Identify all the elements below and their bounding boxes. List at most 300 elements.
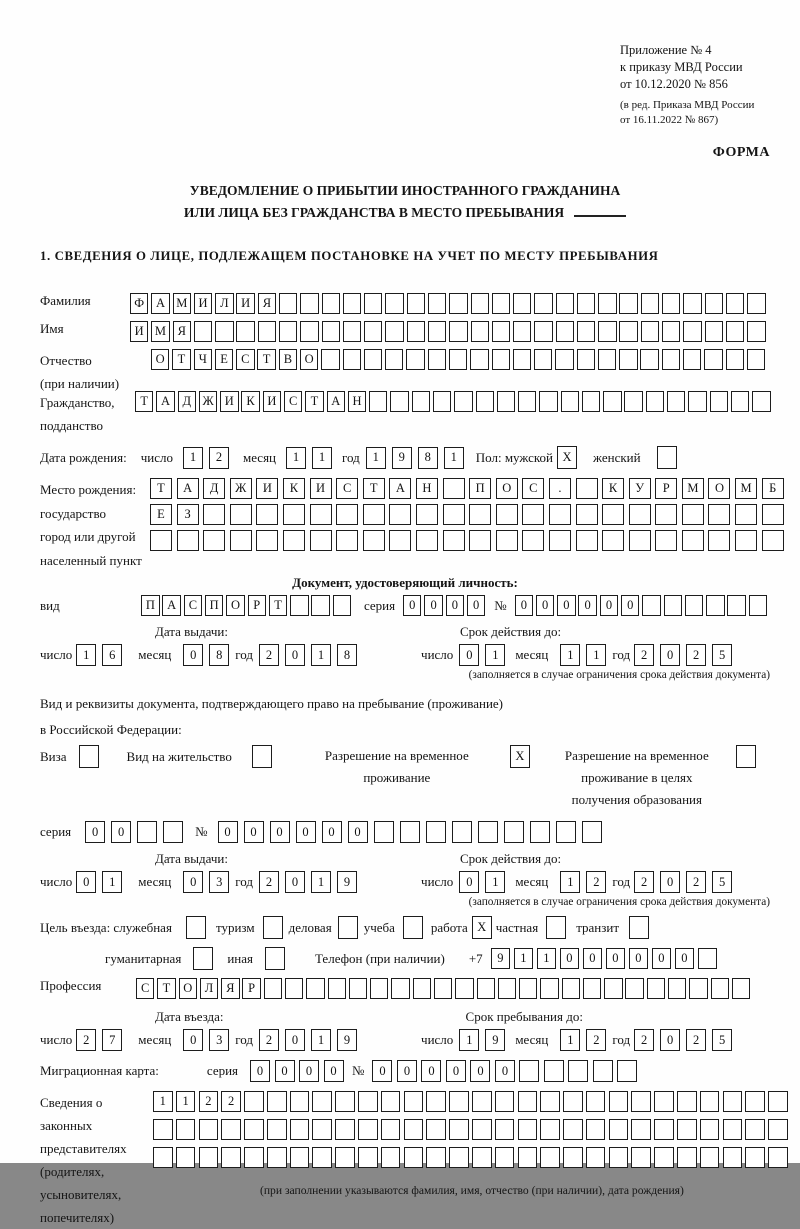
char-box: [562, 978, 580, 999]
char-box: А: [389, 478, 411, 499]
char-box: [381, 1119, 401, 1140]
permit-series-row: [40, 821, 770, 843]
char-box: [374, 821, 394, 843]
char-box: [358, 1147, 378, 1168]
char-box: [454, 391, 472, 412]
representatives-row3-boxes: [153, 1147, 791, 1168]
permit-issue-date-label: Дата выдачи:: [155, 851, 229, 866]
char-box: [698, 948, 718, 969]
char-box: Ф: [130, 293, 148, 314]
char-box: [609, 1147, 629, 1168]
char-box: [556, 293, 574, 314]
char-box: 0: [183, 871, 203, 893]
birth-day-boxes: [183, 447, 235, 469]
purpose-official-checkbox: [186, 916, 206, 939]
char-box: [252, 745, 272, 768]
permit-issue-day-boxes: [76, 871, 128, 893]
entry-year-label: год: [235, 1032, 254, 1047]
char-box: [685, 595, 703, 616]
char-box: О: [179, 978, 197, 999]
char-box: 0: [660, 644, 680, 666]
char-box: [199, 1119, 219, 1140]
char-box: И: [263, 391, 281, 412]
char-box: [762, 504, 784, 525]
char-box: [768, 1119, 788, 1140]
char-box: 0: [470, 1060, 490, 1082]
birthplace-label-line3: город или другой: [40, 529, 136, 544]
char-box: 9: [337, 1029, 357, 1051]
purpose-business-label: деловая: [288, 919, 332, 935]
surname-label: Фамилия: [40, 293, 91, 308]
char-box: [363, 530, 385, 551]
phone-prefix: +7: [468, 950, 483, 966]
char-box: 9: [485, 1029, 505, 1051]
char-box: [586, 1091, 606, 1112]
purpose-work-checkbox: [472, 916, 492, 939]
representatives-label-block: [40, 1091, 153, 1229]
char-box: Р: [655, 478, 677, 499]
form-title-line2: [40, 202, 770, 224]
char-box: 0: [250, 1060, 270, 1082]
birthplace-label-block: [40, 478, 150, 572]
char-box: [530, 821, 550, 843]
char-box: X: [510, 745, 530, 768]
char-box: [708, 504, 730, 525]
permit-issue-year-label: год: [235, 874, 254, 889]
entry-month-boxes: [183, 1029, 235, 1051]
char-box: [478, 821, 498, 843]
char-box: [598, 293, 616, 314]
char-box: [406, 349, 424, 370]
char-box: Д: [203, 478, 225, 499]
permit-expiry-year-label: год: [612, 874, 631, 889]
char-box: [455, 978, 473, 999]
identity-doc-header: Документ, удостоверяющий личность:: [292, 575, 518, 590]
char-box: [321, 349, 339, 370]
char-box: [449, 349, 467, 370]
char-box: 2: [209, 447, 229, 469]
doc-issue-year-label: год: [235, 647, 254, 662]
doc-issue-date-label: Дата выдачи:: [155, 624, 229, 639]
citizenship-boxes: [135, 391, 773, 412]
purpose-other-label: иная: [227, 950, 253, 966]
char-box: 0: [446, 1060, 466, 1082]
char-box: Т: [363, 478, 385, 499]
char-box: 2: [259, 1029, 279, 1051]
char-box: 2: [686, 1029, 706, 1051]
char-box: 1: [366, 447, 386, 469]
char-box: 2: [259, 871, 279, 893]
char-box: [449, 1119, 469, 1140]
char-box: [230, 504, 252, 525]
char-box: 9: [491, 948, 511, 969]
char-box: [283, 504, 305, 525]
char-box: [577, 349, 595, 370]
char-box: [449, 293, 467, 314]
char-box: [492, 349, 510, 370]
permit-number-label: №: [195, 824, 208, 839]
birth-date-label: Дата рождения:: [40, 449, 127, 465]
char-box: [290, 595, 308, 616]
birth-month-boxes: [286, 447, 338, 469]
char-box: [312, 1119, 332, 1140]
representatives-label-line6: попечителях): [40, 1210, 115, 1225]
char-box: С: [184, 595, 202, 616]
char-box: [389, 504, 411, 525]
char-box: С: [236, 349, 254, 370]
entry-day-boxes: [76, 1029, 128, 1051]
doc-series-boxes: [403, 595, 488, 616]
char-box: [426, 1147, 446, 1168]
char-box: [655, 504, 677, 525]
char-box: И: [220, 391, 238, 412]
permit-expiry-month-boxes: [560, 871, 612, 893]
char-box: [472, 1147, 492, 1168]
char-box: [711, 978, 729, 999]
char-box: Т: [135, 391, 153, 412]
char-box: [416, 530, 438, 551]
char-box: [328, 978, 346, 999]
char-box: А: [156, 391, 174, 412]
forma-label: ФОРМА: [712, 145, 770, 160]
char-box: И: [310, 478, 332, 499]
char-box: [322, 321, 340, 342]
char-box: [285, 978, 303, 999]
char-box: [492, 293, 510, 314]
char-box: [563, 1147, 583, 1168]
char-box: [335, 1119, 355, 1140]
char-box: 0: [560, 948, 580, 969]
char-box: [496, 504, 518, 525]
visa-checkbox: [79, 745, 99, 768]
char-box: [745, 1147, 765, 1168]
citizenship-row: [40, 391, 770, 437]
doc-dates-row: [40, 644, 770, 666]
temp-residence-edu-label: [546, 745, 728, 811]
birthplace-label-line4: населенный пункт: [40, 552, 142, 568]
char-box: [641, 321, 659, 342]
char-box: 2: [634, 871, 654, 893]
char-box: [710, 391, 728, 412]
char-box: [469, 530, 491, 551]
doc-expiry-day-label: число: [421, 647, 454, 662]
purpose-tourism-checkbox: [263, 916, 283, 939]
char-box: [747, 321, 765, 342]
doc-series-label: серия: [363, 597, 396, 613]
stay-doc-type-row: [40, 745, 770, 811]
char-box: [426, 1091, 446, 1112]
char-box: [177, 530, 199, 551]
char-box: 0: [629, 948, 649, 969]
birthplace-row1-boxes: [150, 478, 788, 499]
char-box: К: [602, 478, 624, 499]
doc-type-boxes: [141, 595, 354, 616]
birth-year-boxes: [366, 447, 470, 469]
char-box: М: [173, 293, 191, 314]
doc-valid-until-label: Срок действия до:: [460, 624, 562, 639]
char-box: [230, 530, 252, 551]
char-box: К: [283, 478, 305, 499]
doc-expiry-month-boxes: [560, 644, 612, 666]
purpose-humanitarian-label: гуманитарная: [105, 950, 182, 966]
char-box: [79, 745, 99, 768]
entry-dates-labels: [40, 1009, 770, 1025]
representatives-row2-boxes: [153, 1119, 791, 1140]
char-box: 0: [183, 1029, 203, 1051]
char-box: [194, 321, 212, 342]
char-box: [404, 1119, 424, 1140]
char-box: [449, 1147, 469, 1168]
char-box: [413, 978, 431, 999]
entry-purpose-row: [40, 916, 770, 939]
doc-issue-day-boxes: [76, 644, 128, 666]
entry-date-label: Дата въезда:: [155, 1009, 224, 1024]
char-box: [556, 321, 574, 342]
purpose-business-checkbox: [338, 916, 358, 939]
char-box: 5: [712, 644, 732, 666]
char-box: О: [496, 478, 518, 499]
char-box: [631, 1147, 651, 1168]
char-box: [631, 1119, 651, 1140]
char-box: [358, 1091, 378, 1112]
char-box: 0: [621, 595, 639, 616]
char-box: 0: [557, 595, 575, 616]
char-box: [576, 504, 598, 525]
temp-residence-line2: проживание: [363, 770, 431, 785]
char-box: [449, 1091, 469, 1112]
char-box: [563, 1091, 583, 1112]
char-box: 2: [686, 871, 706, 893]
doc-number-label: №: [494, 597, 507, 613]
char-box: 2: [76, 1029, 96, 1051]
char-box: X: [472, 916, 492, 939]
char-box: И: [256, 478, 278, 499]
char-box: [476, 391, 494, 412]
char-box: [549, 504, 571, 525]
char-box: Т: [157, 978, 175, 999]
char-box: 0: [244, 821, 264, 843]
char-box: [176, 1147, 196, 1168]
char-box: 1: [560, 1029, 580, 1051]
birthplace-block: [40, 478, 777, 572]
char-box: 1: [102, 871, 122, 893]
char-box: [322, 293, 340, 314]
char-box: [540, 1119, 560, 1140]
char-box: [629, 530, 651, 551]
char-box: [153, 1119, 173, 1140]
char-box: [582, 821, 602, 843]
char-box: 0: [403, 595, 421, 616]
char-box: [495, 1091, 515, 1112]
section1-title: 1. СВЕДЕНИЯ О ЛИЦЕ, ПОДЛЕЖАЩЕМ ПОСТАНОВКЕ НА УЧЕТ ПО МЕСТУ ПРЕБЫВАНИЯ: [40, 249, 659, 263]
representatives-row1-boxes: [153, 1091, 791, 1112]
char-box: [390, 391, 408, 412]
char-box: [472, 1091, 492, 1112]
char-box: [407, 293, 425, 314]
char-box: [311, 595, 329, 616]
char-box: 8: [337, 644, 357, 666]
char-box: [290, 1119, 310, 1140]
char-box: 0: [675, 948, 695, 969]
char-box: [662, 321, 680, 342]
char-box: И: [194, 293, 212, 314]
representatives-note: (при заполнении указываются фамилия, имя, отчество (при наличии), дата рождения): [259, 1184, 684, 1197]
char-box: [333, 595, 351, 616]
char-box: [654, 1091, 674, 1112]
char-box: [631, 1091, 651, 1112]
char-box: [609, 1091, 629, 1112]
permit-validity-note: (заполняется в случае ограничения срока действия документа): [468, 896, 770, 908]
char-box: [736, 745, 756, 768]
char-box: [443, 530, 465, 551]
char-box: [642, 595, 660, 616]
doc-issue-day-label: число: [40, 647, 73, 662]
char-box: [732, 978, 750, 999]
char-box: [471, 321, 489, 342]
char-box: У: [629, 478, 651, 499]
purpose-private-label: частная: [495, 919, 539, 935]
representatives-block: [40, 1091, 770, 1229]
char-box: 1: [153, 1091, 173, 1112]
profession-boxes: [136, 978, 753, 999]
char-box: 0: [515, 595, 533, 616]
char-box: [443, 504, 465, 525]
annex-edition-reference: [620, 98, 770, 128]
char-box: 0: [270, 821, 290, 843]
char-box: [583, 978, 601, 999]
char-box: 0: [660, 1029, 680, 1051]
char-box: Ж: [230, 478, 252, 499]
char-box: [752, 391, 770, 412]
char-box: 5: [712, 871, 732, 893]
purpose-official-label: Цель въезда: служебная: [40, 919, 172, 935]
char-box: [279, 293, 297, 314]
temp-residence-checkbox: [510, 745, 530, 768]
char-box: [221, 1147, 241, 1168]
char-box: [555, 349, 573, 370]
char-box: В: [279, 349, 297, 370]
profession-row: [40, 978, 770, 999]
stay-day-label: число: [421, 1032, 454, 1047]
doc-expiry-day-boxes: [459, 644, 511, 666]
sex-female-checkbox: [657, 446, 677, 469]
char-box: Ж: [199, 391, 217, 412]
char-box: [518, 1147, 538, 1168]
char-box: 1: [176, 1091, 196, 1112]
surname-boxes: [130, 293, 768, 314]
char-box: [310, 530, 332, 551]
form-title: [40, 180, 770, 224]
char-box: 1: [560, 644, 580, 666]
temp-residence-edu-checkbox: [736, 745, 756, 768]
char-box: 1: [459, 1029, 479, 1051]
permit-series-label: серия: [40, 824, 72, 839]
purpose-study-label: учеба: [363, 919, 395, 935]
char-box: [335, 1147, 355, 1168]
permit-dates-labels: [40, 851, 770, 867]
char-box: [726, 293, 744, 314]
char-box: [568, 1060, 588, 1082]
char-box: [215, 321, 233, 342]
char-box: [534, 293, 552, 314]
citizenship-label-line2: подданство: [40, 418, 104, 433]
char-box: [664, 595, 682, 616]
right-to-stay-paragraph: [40, 691, 770, 743]
representatives-box-rows: [153, 1091, 791, 1168]
purpose-humanitarian-checkbox: [193, 947, 213, 970]
char-box: [561, 391, 579, 412]
char-box: 0: [467, 595, 485, 616]
temp-residence-edu-line1: Разрешение на временное: [564, 748, 709, 763]
char-box: [428, 293, 446, 314]
permit-expiry-month-label: месяц: [515, 874, 549, 889]
char-box: [577, 293, 595, 314]
char-box: [704, 349, 722, 370]
char-box: [683, 349, 701, 370]
char-box: [609, 1119, 629, 1140]
char-box: [586, 1147, 606, 1168]
char-box: Е: [215, 349, 233, 370]
char-box: [683, 293, 701, 314]
char-box: [586, 1119, 606, 1140]
char-box: 0: [424, 595, 442, 616]
char-box: [265, 947, 285, 970]
char-box: С: [136, 978, 154, 999]
right-to-stay-line2: в Российской Федерации:: [40, 722, 182, 737]
char-box: [534, 349, 552, 370]
char-box: [267, 1147, 287, 1168]
char-box: 1: [311, 1029, 331, 1051]
char-box: Л: [200, 978, 218, 999]
char-box: [498, 978, 516, 999]
char-box: [662, 349, 680, 370]
char-box: 3: [209, 871, 229, 893]
char-box: [358, 1119, 378, 1140]
char-box: [668, 978, 686, 999]
birth-date-row: [40, 446, 770, 469]
char-box: 3: [209, 1029, 229, 1051]
annex-edition-line: от 16.11.2022 № 867): [620, 114, 719, 126]
permit-dates-row: [40, 871, 770, 893]
char-box: Я: [173, 321, 191, 342]
char-box: П: [469, 478, 491, 499]
char-box: .: [549, 478, 571, 499]
char-box: [677, 1091, 697, 1112]
char-box: [407, 321, 425, 342]
char-box: [428, 349, 446, 370]
char-box: [518, 1091, 538, 1112]
birthplace-box-rows: [150, 478, 788, 556]
birthplace-row3-boxes: [150, 530, 788, 551]
char-box: 1: [312, 447, 332, 469]
char-box: [336, 530, 358, 551]
char-box: А: [177, 478, 199, 499]
char-box: [338, 916, 358, 939]
char-box: 0: [275, 1060, 295, 1082]
patronymic-boxes: [151, 349, 768, 370]
char-box: [646, 391, 664, 412]
char-box: 2: [686, 644, 706, 666]
representatives-label-line3: представителях: [40, 1141, 127, 1156]
char-box: [762, 530, 784, 551]
char-box: 1: [286, 447, 306, 469]
char-box: [576, 530, 598, 551]
char-box: [662, 293, 680, 314]
char-box: [727, 595, 745, 616]
identity-doc-row: [40, 595, 770, 616]
char-box: 1: [537, 948, 557, 969]
char-box: [221, 1119, 241, 1140]
